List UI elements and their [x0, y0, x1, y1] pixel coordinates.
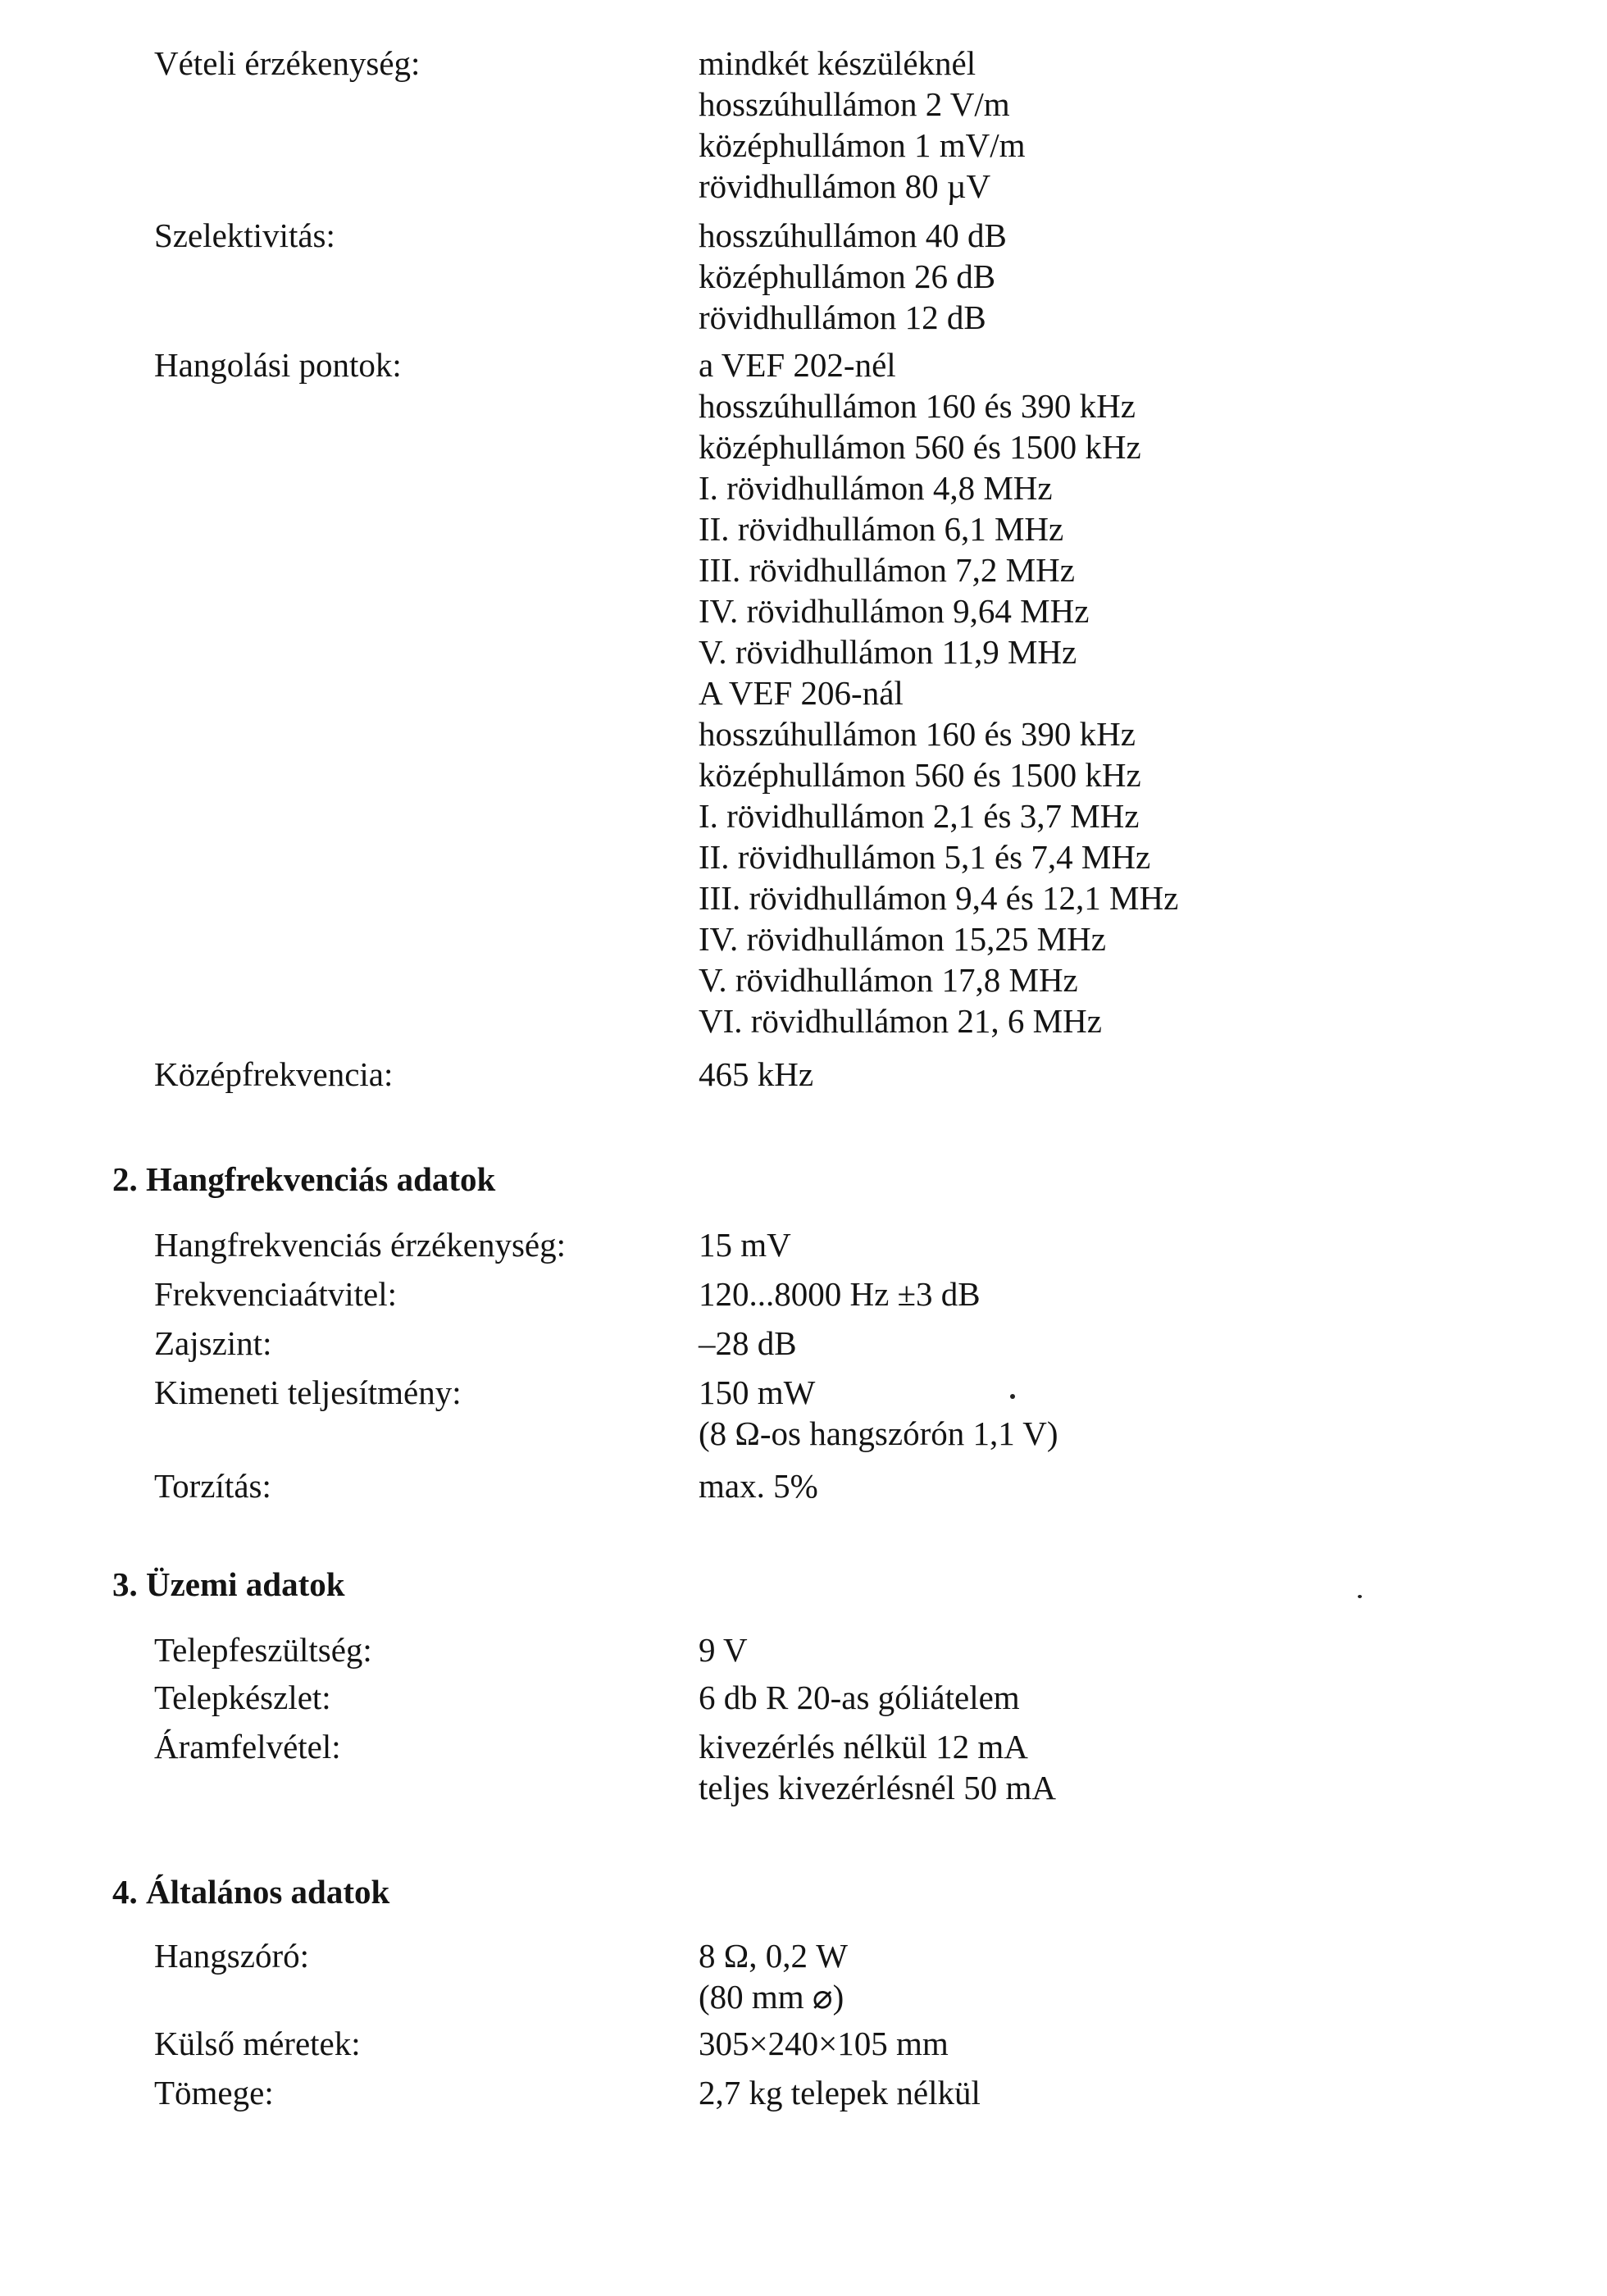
spec-label: Külső méretek:: [154, 2025, 361, 2062]
spec-label: Hangfrekvenciás érzékenység:: [154, 1226, 566, 1264]
spec-value: V. rövidhullámon 11,9 MHz: [699, 633, 1077, 671]
spec-label: Telepfeszültség:: [154, 1631, 372, 1669]
spec-label: Telepkészlet:: [154, 1679, 331, 1716]
spec-value: 150 mW: [699, 1374, 816, 1411]
spec-value: I. rövidhullámon 4,8 MHz: [699, 469, 1053, 507]
spec-value: középhullámon 560 és 1500 kHz: [699, 428, 1141, 466]
spec-value: A VEF 206-nál: [699, 674, 904, 712]
spec-value: rövidhullámon 12 dB: [699, 298, 986, 336]
spec-label: Szelektivitás:: [154, 216, 335, 254]
spec-values: [699, 1726, 1056, 1808]
spec-value: III. rövidhullámon 9,4 és 12,1 MHz: [699, 879, 1179, 917]
spec-value: hosszúhullámon 40 dB: [699, 216, 1007, 254]
spec-values: [699, 1372, 1058, 1454]
spec-value: rövidhullámon 80 µV: [699, 167, 991, 205]
spec-value: I. rövidhullámon 2,1 és 3,7 MHz: [699, 797, 1140, 835]
spec-value: középhullámon 560 és 1500 kHz: [699, 756, 1141, 794]
spec-value: V. rövidhullámon 17,8 MHz: [699, 961, 1078, 999]
spec-label: Zajszint:: [154, 1324, 272, 1362]
spec-value: VI. rövidhullámon 21, 6 MHz: [699, 1002, 1102, 1040]
spec-label: Torzítás:: [154, 1467, 271, 1505]
spec-value: 15 mV: [699, 1226, 791, 1264]
spec-value: 9 V: [699, 1631, 748, 1669]
spec-value: középhullámon 26 dB: [699, 257, 996, 295]
spec-value: III. rövidhullámon 7,2 MHz: [699, 551, 1075, 589]
spec-value: 465 kHz: [699, 1055, 814, 1093]
spec-values: [699, 215, 1007, 338]
spec-value: teljes kivezérlésnél 50 mA: [699, 1769, 1057, 1806]
spec-value: hosszúhullámon 160 és 390 kHz: [699, 387, 1136, 425]
spec-values: [699, 344, 1178, 1041]
spec-value: (8 Ω-os hangszórón 1,1 V): [699, 1414, 1058, 1452]
spec-label: Áramfelvétel:: [154, 1728, 341, 1765]
spec-value: (80 mm ⌀): [699, 1978, 844, 2016]
spec-values: [699, 1935, 848, 2017]
spec-value: kivezérlés nélkül 12 mA: [699, 1728, 1028, 1765]
section-heading: 2. Hangfrekvenciás adatok: [112, 1160, 496, 1198]
spec-label: Hangszóró:: [154, 1937, 310, 1975]
spec-values: [699, 43, 1026, 207]
scan-speck: [1358, 1595, 1362, 1598]
scan-speck: [1010, 1394, 1015, 1399]
spec-value: hosszúhullámon 2 V/m: [699, 85, 1010, 123]
section-heading: 3. Üzemi adatok: [112, 1565, 345, 1603]
spec-label: Középfrekvencia:: [154, 1055, 394, 1093]
spec-value: a VEF 202-nél: [699, 346, 896, 384]
spec-value: IV. rövidhullámon 9,64 MHz: [699, 592, 1090, 630]
spec-value: 2,7 kg telepek nélkül: [699, 2074, 981, 2112]
spec-value: 120...8000 Hz ±3 dB: [699, 1275, 981, 1313]
spec-label: Tömege:: [154, 2074, 274, 2112]
spec-label: Frekvenciaátvitel:: [154, 1275, 397, 1313]
section-heading: 4. Általános adatok: [112, 1873, 390, 1911]
spec-value: 6 db R 20-as góliátelem: [699, 1679, 1020, 1716]
spec-value: középhullámon 1 mV/m: [699, 126, 1026, 164]
spec-value: IV. rövidhullámon 15,25 MHz: [699, 920, 1106, 958]
spec-value: II. rövidhullámon 5,1 és 7,4 MHz: [699, 838, 1151, 876]
spec-value: 8 Ω, 0,2 W: [699, 1937, 848, 1975]
spec-value: 305×240×105 mm: [699, 2025, 949, 2062]
spec-value: max. 5%: [699, 1467, 818, 1505]
spec-value: –28 dB: [699, 1324, 797, 1362]
spec-label: Vételi érzékenység:: [154, 44, 421, 82]
spec-value: hosszúhullámon 160 és 390 kHz: [699, 715, 1136, 753]
spec-label: Hangolási pontok:: [154, 346, 402, 384]
spec-value: mindkét készüléknél: [699, 44, 976, 82]
spec-value: II. rövidhullámon 6,1 MHz: [699, 510, 1064, 548]
spec-label: Kimeneti teljesítmény:: [154, 1374, 462, 1411]
